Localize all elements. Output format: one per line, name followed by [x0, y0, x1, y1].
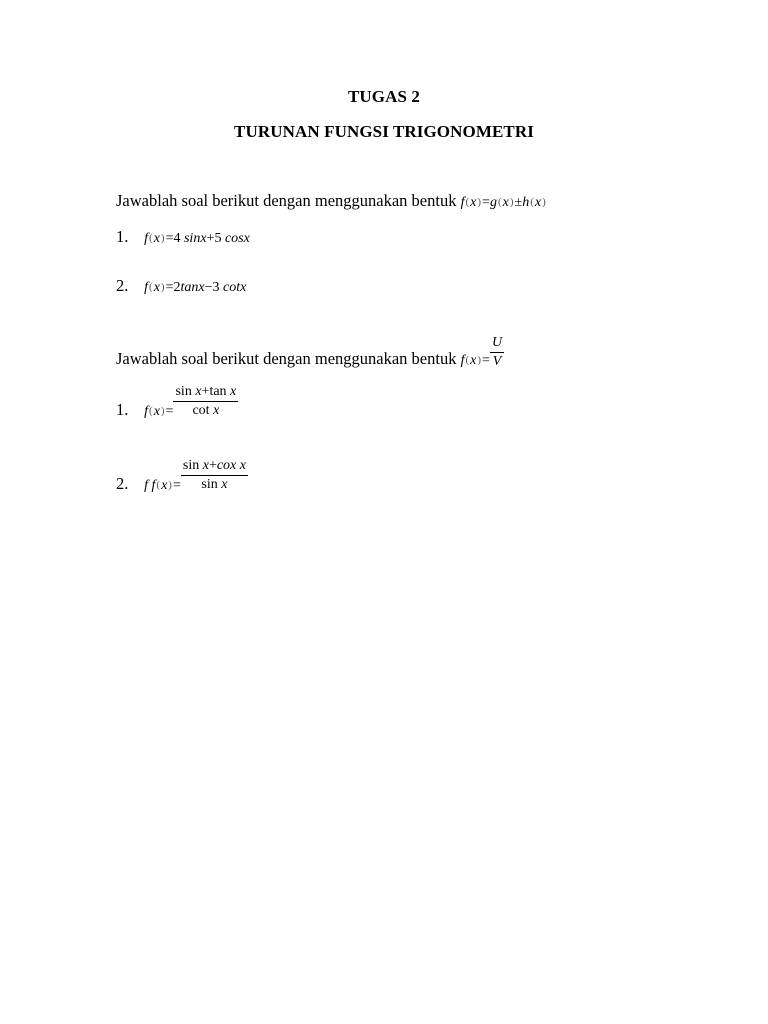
section1-formula: f(x)=g(x)±h(x) [460, 195, 546, 210]
section1-item-2 [116, 276, 246, 296]
section1-instruction: Jawablah soal berikut dengan menggunakan bentuk [116, 191, 457, 210]
item-number: 2. [116, 276, 129, 295]
item-number: 2. [116, 474, 129, 494]
item-expression-lhs: f f(x)= [144, 478, 181, 494]
item-expression: f(x)=2tanx−3 cotx [144, 280, 247, 295]
section2-item-2 [116, 460, 248, 495]
page-title: TUGAS 2 [347, 87, 421, 106]
section1-instruction-line [116, 191, 547, 211]
section2-formula-fraction: $\frac{U}{V}$ [491, 335, 503, 369]
section1-item-1 [116, 227, 250, 247]
item-expression-fraction: $\frac{\text{sin x+tan x}}{\text{cot x}}$ [175, 384, 237, 418]
section2-instruction: Jawablah soal berikut dengan menggunakan bentuk [116, 349, 457, 369]
item-expression: f(x)=4 sinx+5 cosx [144, 231, 250, 246]
section2-item-1 [116, 386, 238, 421]
section2-formula-lhs: f(x)= [460, 353, 490, 369]
item-expression-lhs: f(x)= [144, 404, 174, 420]
item-expression-fraction: $\frac{\text{sin x+cox x}}{\text{sin x}}$ [182, 458, 246, 492]
item-number: 1. [116, 400, 129, 420]
page-subtitle: TURUNAN FUNGSI TRIGONOMETRI [234, 122, 534, 141]
item-number: 1. [116, 227, 129, 246]
section2-instruction-line [116, 335, 504, 370]
